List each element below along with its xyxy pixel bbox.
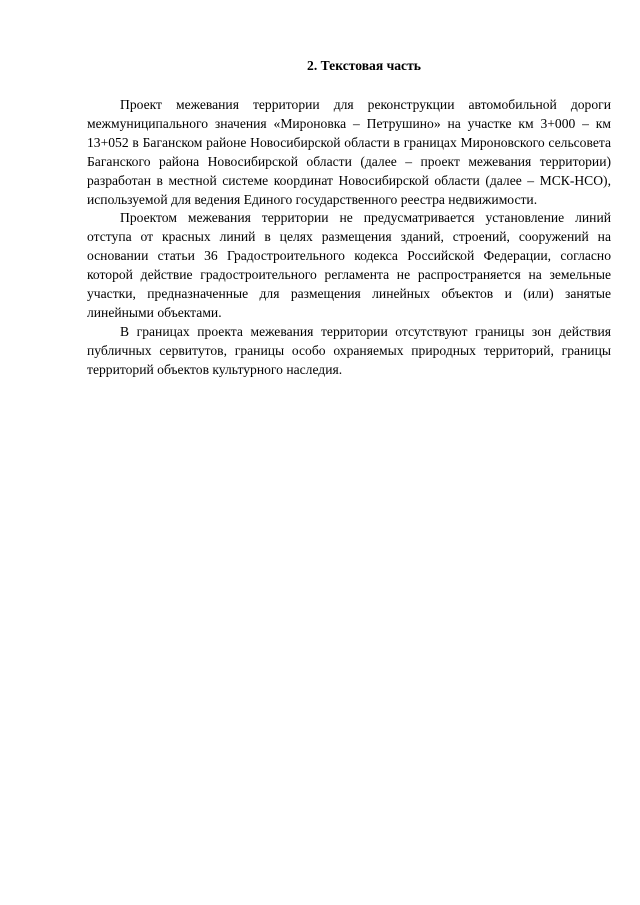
paragraph-coordinate-system: Проект межевания территории для реконструкции автомобильной дороги межмуниципального значения «Мироновка – Петрушино» на участке км 3+000 – км 13+052 в Баганском районе Новосибирской области в границах Мироновского сельсовета Баганского района Новосибирской области (далее – проект межевания территории) разработан в местной системе координат Новосибирской области (далее – МСК-НСО), используемой для ведения Единого государственного реестра недвижимости. <box>87 97 611 207</box>
paragraph-zones: В границах проекта межевания территории отсутствуют границы зон действия публичных сервитутов, границы особо охраняемых природных территорий, границы территорий объектов культурного наследия. <box>87 323 611 377</box>
document-body <box>87 57 611 380</box>
section-title: 2. Текстовая часть <box>307 58 421 73</box>
paragraph-red-lines: Проектом межевания территории не предусматривается установление линий отступа от красных линий в целях размещения зданий, строений, сооружений на основании статьи 36 Градостроительного кодекса Российской Федерации, согласно которой действие градостроительного регламента не распространяется на земельные участки, предназначенные для размещения линейных объектов и (или) занятые линейными объектами. <box>87 210 611 320</box>
